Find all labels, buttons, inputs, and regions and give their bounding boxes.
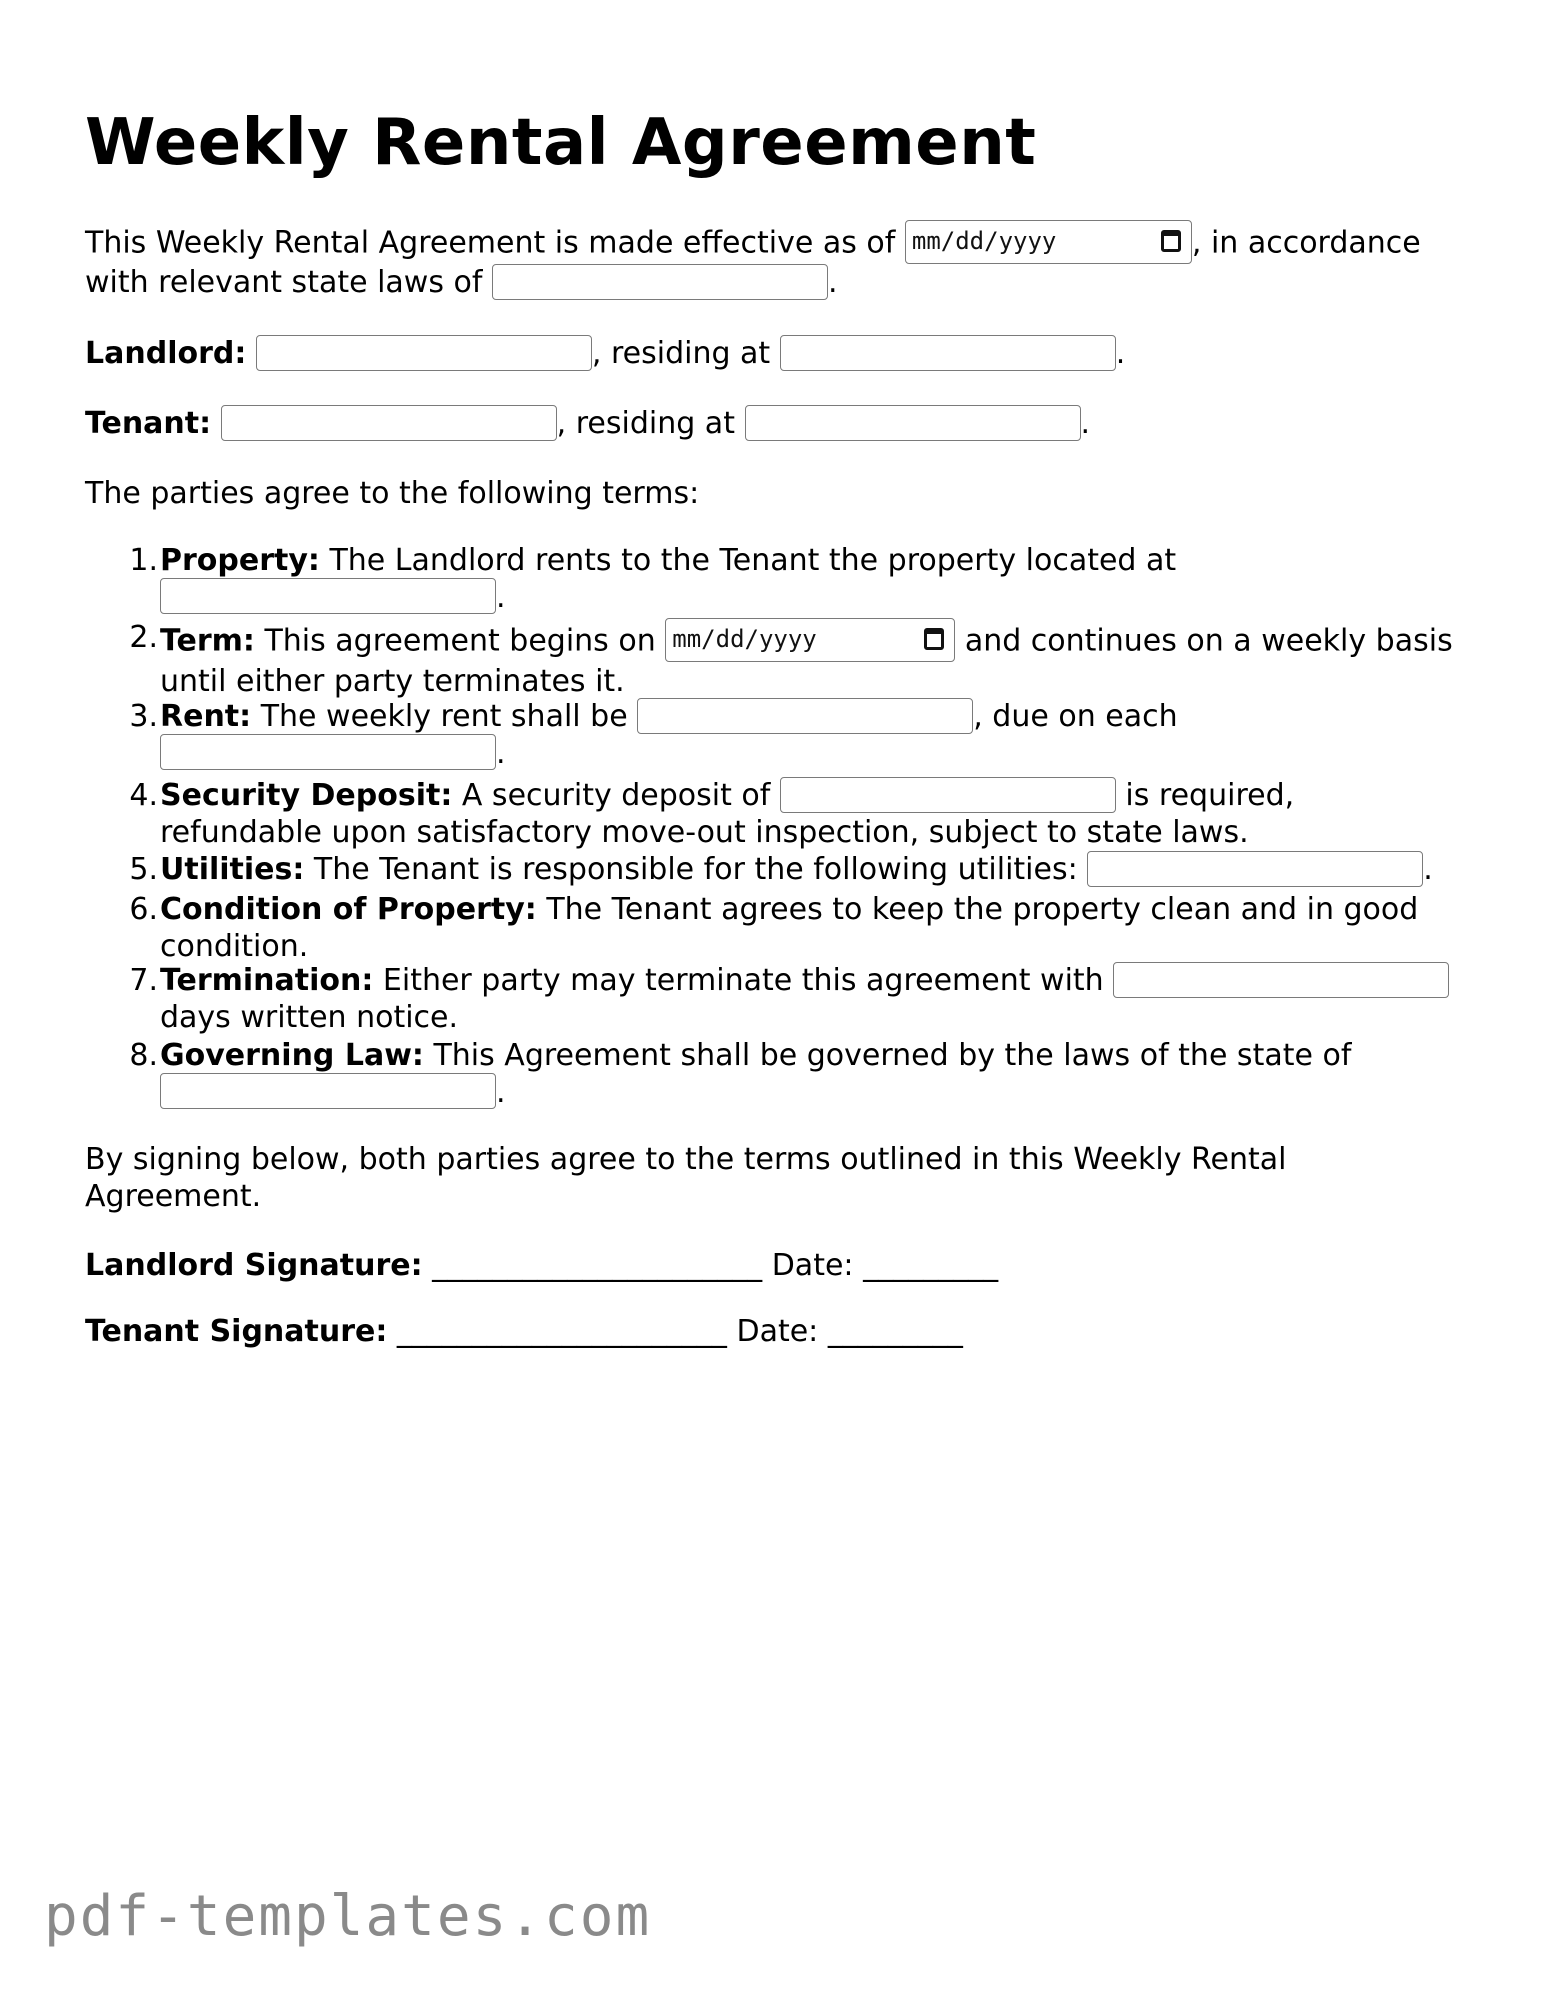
signature-blank[interactable]: ______________________ bbox=[432, 1248, 763, 1283]
state-laws-input[interactable] bbox=[492, 264, 828, 300]
intro-text-3: with relevant state laws of bbox=[85, 265, 483, 300]
tenant-signature-line bbox=[85, 1314, 963, 1351]
security-deposit-input[interactable] bbox=[780, 777, 1116, 813]
governing-state-input[interactable] bbox=[160, 1073, 496, 1109]
date-blank[interactable]: _________ bbox=[827, 1314, 963, 1349]
term-text-2: condition. bbox=[160, 928, 309, 964]
residing-text: , residing at bbox=[556, 406, 735, 441]
term-title: Termination: bbox=[160, 963, 374, 998]
date-label: Date: bbox=[771, 1248, 854, 1283]
term-title: Governing Law: bbox=[160, 1038, 424, 1073]
tenant-name-input[interactable] bbox=[221, 405, 557, 441]
term-text: The Landlord rents to the Tenant the property located at bbox=[329, 543, 1177, 578]
term-number: 8. bbox=[129, 1038, 158, 1073]
intro-text: This Weekly Rental Agreement is made effective as of bbox=[85, 225, 896, 261]
term-text-2: is required, bbox=[1125, 778, 1295, 813]
tenant-label: Tenant: bbox=[85, 406, 212, 441]
term-number: 1. bbox=[129, 543, 158, 578]
term-title: Term: bbox=[160, 623, 255, 659]
term-title: Security Deposit: bbox=[160, 778, 453, 813]
term-number: 2. bbox=[129, 620, 158, 655]
period: . bbox=[827, 265, 838, 300]
signature-blank[interactable]: ______________________ bbox=[396, 1314, 727, 1349]
period: . bbox=[496, 1074, 506, 1110]
term-text: This agreement begins on bbox=[264, 623, 656, 659]
term-number: 7. bbox=[129, 963, 158, 998]
term-text-3: until either party terminates it. bbox=[160, 664, 625, 699]
term-text: The weekly rent shall be bbox=[260, 699, 628, 734]
term-body bbox=[160, 852, 1433, 889]
watermark: pdf-templates.com bbox=[44, 1884, 652, 1949]
term-text: This Agreement shall be governed by the laws of the state of bbox=[433, 1038, 1352, 1073]
closing-line-1: By signing below, both parties agree to the terms outlined in this Weekly Rental bbox=[85, 1142, 1287, 1177]
term-text-2: days written notice. bbox=[160, 999, 459, 1035]
term-title: Condition of Property: bbox=[160, 892, 537, 927]
term-title: Utilities: bbox=[160, 852, 305, 887]
intro-line-2 bbox=[85, 265, 838, 302]
notice-days-input[interactable] bbox=[1113, 962, 1449, 998]
landlord-line bbox=[85, 336, 1125, 373]
period: . bbox=[496, 735, 506, 771]
term-body bbox=[160, 543, 1176, 616]
period: . bbox=[496, 579, 506, 615]
term-number: 5. bbox=[129, 852, 158, 887]
tenant-address-input[interactable] bbox=[745, 405, 1081, 441]
utilities-input[interactable] bbox=[1087, 851, 1423, 887]
term-body bbox=[160, 892, 1418, 965]
period: . bbox=[1080, 406, 1091, 441]
intro-line-1 bbox=[85, 222, 1421, 266]
term-body bbox=[160, 1038, 1351, 1111]
landlord-name-input[interactable] bbox=[256, 335, 592, 371]
term-number: 4. bbox=[129, 778, 158, 813]
landlord-address-input[interactable] bbox=[780, 335, 1116, 371]
term-text: The Tenant is responsible for the following utilities: bbox=[313, 852, 1078, 887]
term-body bbox=[160, 699, 1178, 772]
term-text: The Tenant agrees to keep the property clean and in good bbox=[546, 892, 1419, 927]
intro-text-2: , in accordance bbox=[1191, 225, 1421, 261]
calendar-icon bbox=[1161, 230, 1181, 252]
period: . bbox=[1423, 852, 1433, 887]
landlord-label: Landlord: bbox=[85, 336, 247, 371]
signature-label: Landlord Signature: bbox=[85, 1248, 423, 1283]
page-title: Weekly Rental Agreement bbox=[85, 106, 1037, 180]
date-placeholder: mm/dd/yyyy bbox=[911, 227, 1057, 255]
term-title: Rent: bbox=[160, 699, 252, 734]
term-body bbox=[160, 778, 1294, 851]
date-placeholder: mm/dd/yyyy bbox=[672, 625, 817, 653]
parties-agree-text: The parties agree to the following terms: bbox=[85, 476, 700, 511]
signature-label: Tenant Signature: bbox=[85, 1314, 388, 1349]
residing-text: , residing at bbox=[591, 336, 771, 371]
term-text-2: and continues on a weekly basis bbox=[964, 623, 1453, 659]
date-blank[interactable]: _________ bbox=[863, 1248, 999, 1283]
closing-line-2: Agreement. bbox=[85, 1179, 262, 1214]
term-text: Either party may terminate this agreement with bbox=[382, 963, 1104, 998]
effective-date-input[interactable] bbox=[905, 220, 1192, 264]
tenant-line bbox=[85, 406, 1090, 443]
term-body bbox=[160, 620, 1453, 701]
rent-due-day-input[interactable] bbox=[160, 734, 496, 770]
start-date-input[interactable] bbox=[665, 618, 955, 662]
term-text-2: , due on each bbox=[973, 699, 1178, 734]
weekly-rent-input[interactable] bbox=[637, 698, 973, 734]
property-location-input[interactable] bbox=[160, 578, 496, 614]
calendar-icon bbox=[924, 628, 944, 650]
term-title: Property: bbox=[160, 543, 320, 578]
period: . bbox=[1115, 336, 1126, 371]
date-label: Date: bbox=[736, 1314, 819, 1349]
term-body bbox=[160, 963, 1449, 1036]
term-text: A security deposit of bbox=[461, 778, 771, 813]
landlord-signature-line bbox=[85, 1248, 998, 1285]
term-number: 6. bbox=[129, 892, 158, 927]
term-number: 3. bbox=[129, 699, 158, 734]
term-text-3: refundable upon satisfactory move-out inspection, subject to state laws. bbox=[160, 814, 1249, 850]
